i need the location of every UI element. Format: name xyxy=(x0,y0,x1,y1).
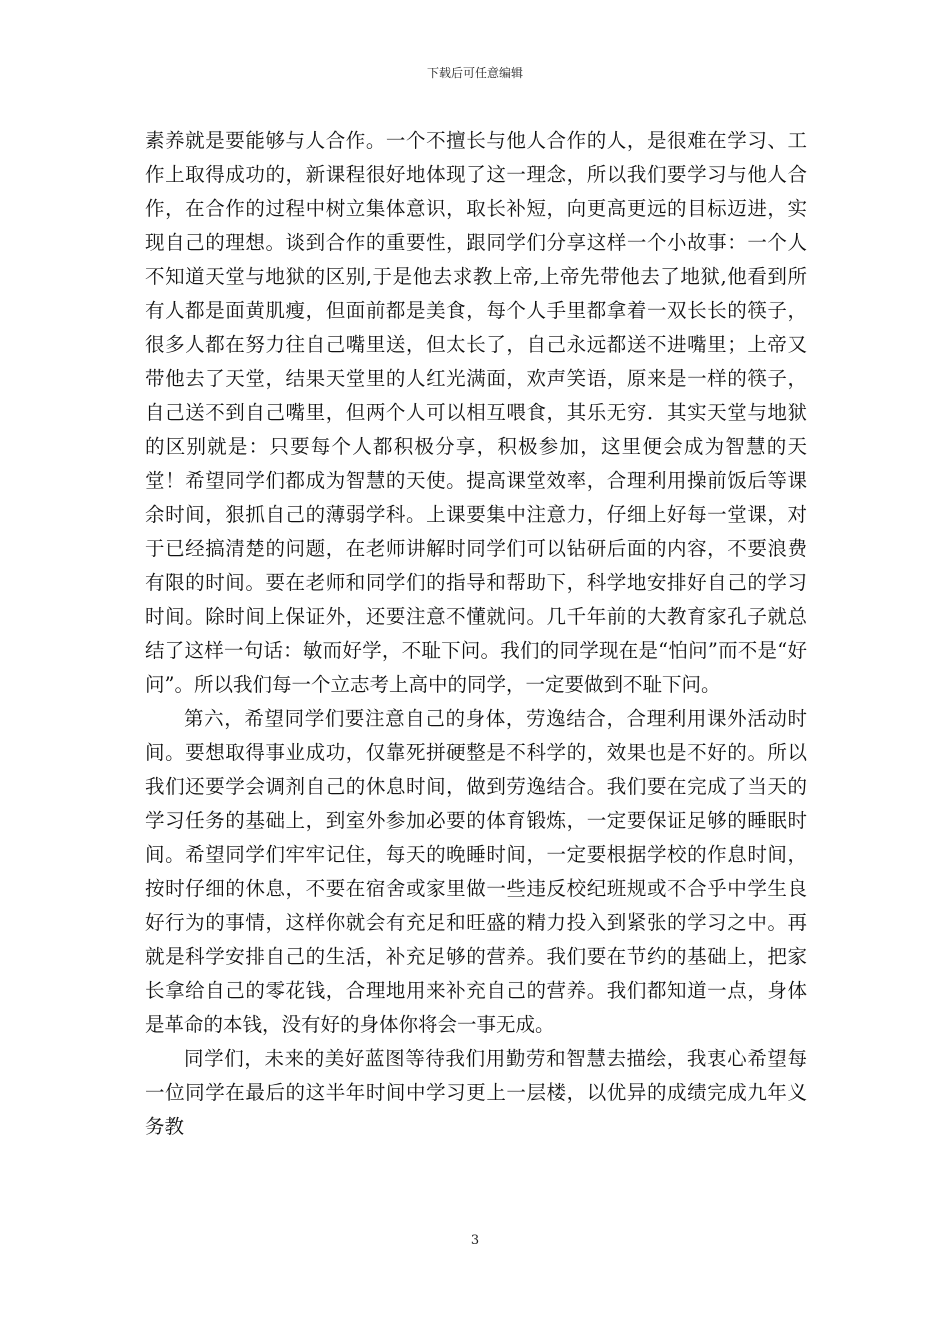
page-number: 3 xyxy=(470,1233,480,1248)
page-header: 下载后可任意编辑 xyxy=(426,66,523,80)
paragraph-health: 第六，希望同学们要注意自己的身体，劳逸结合，合理利用课外活动时间。要想取得事业成功，仅靠死拼硬整是不科学的，效果也是不好的。所以我们还要学会调剂自己的休息时间，做到劳逸结合。我们要在完成了当天的学习任务的基础上，到室外参加必要的体育锻炼，一定要保证足够的睡眠时间。希望同学们牢牢记住，每天的晚睡时间，一定要根据学校的作息时间，按时仔细的休息，不要在宿舍或家里做一些违反校纪班规或不合乎中学生良好行为的事情，这样你就会有充足和旺盛的精力投入到紧张的学习之中。再就是科学安排自己的生活，补充足够的营养。我们要在节约的基础上，把家长拿给自己的零花钱，合理地用来补充自己的营养。我们都知道一点，身体是革命的本钱，没有好的身体你将会一事无成。 xyxy=(145,707,807,1036)
paragraph-closing: 同学们，未来的美好蓝图等待我们用勤劳和智慧去描绘，我衷心希望每一位同学在最后的这半年时间中学习更上一层楼，以优异的成绩完成九年义务教 xyxy=(145,1047,807,1138)
paragraph-cooperation: 素养就是要能够与人合作。一个不擅长与他人合作的人，是很难在学习、工作上取得成功的，新课程很好地体现了这一理念，所以我们要学习与他人合作，在合作的过程中树立集体意识，取长补短，向更高更远的目标迈进，实现自己的理想。谈到合作的重要性，跟同学们分享这样一个小故事：一个人不知道天堂与地狱的区别,于是他去求教上帝,上帝先带他去了地狱,他看到所有人都是面黄肌瘦，但面前都是美食，每个人手里都拿着一双长长的筷子，很多人都在努力往自己嘴里送，但太长了，自己永远都送不进嘴里；上帝又带他去了天堂，结果天堂里的人红光满面，欢声笑语，原来是一样的筷子，自己送不到自己嘴里，但两个人可以相互喂食，其乐无穷．其实天堂与地狱的区别就是：只要每个人都积极分享，积极参加，这里便会成为智慧的天堂！希望同学们都成为智慧的天使。提高课堂效率，合理利用操前饭后等课余时间，狠抓自己的薄弱学科。上课要集中注意力，仔细上好每一堂课，对于已经搞清楚的问题，在老师讲解时同学们可以钻研后面的内容，不要浪费有限的时间。要在老师和同学们的指导和帮助下，科学地安排好自己的学习时间。除时间上保证外，还要注意不懂就问。几千年前的大教育家孔子就总结了这样一句话：敏而好学，不耻下问。我们的同学现在是“怕问”而不是“好问”。所以我们每一个立志考上高中的同学，一定要做到不耻下问。 xyxy=(145,129,807,696)
document-body xyxy=(145,124,807,1144)
